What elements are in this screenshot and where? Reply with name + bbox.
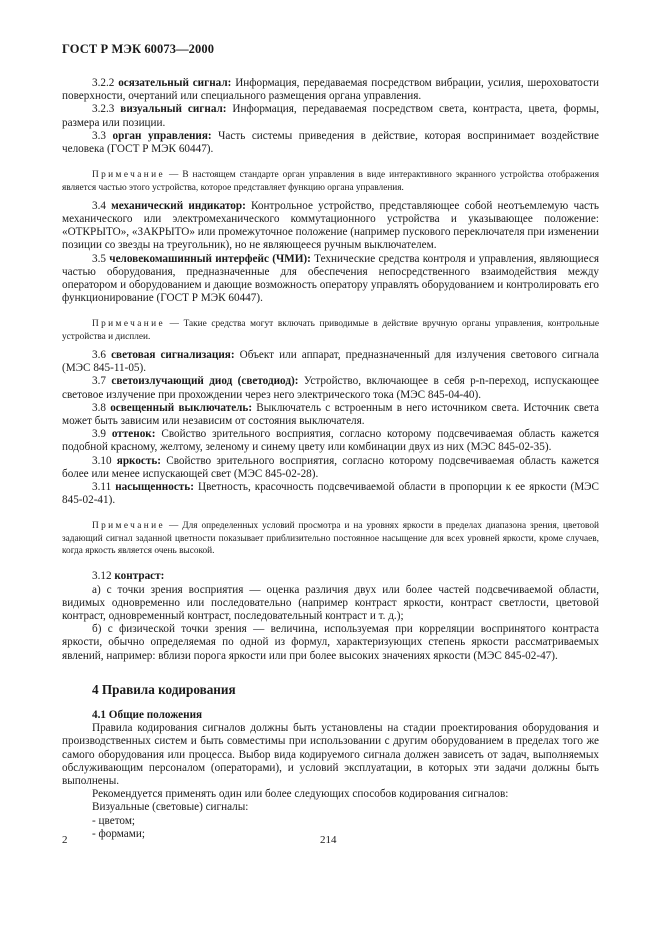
term: насыщенность: xyxy=(115,481,194,494)
term: человекомашинный интерфейс (ЧМИ): xyxy=(109,252,311,265)
item-3-6: 3.6 световая сигнализация: Объект или аппарат, предназначенный для излучения светового сигнала (МЭС 845-11-05). xyxy=(62,349,600,375)
document-header: ГОСТ Р МЭК 60073—2000 xyxy=(62,42,215,56)
term: орган управления: xyxy=(112,129,212,142)
item-3-5: 3.5 человекомашинный интерфейс (ЧМИ): Технические средства контроля и управления, являющиеся частью оборудования, предназначенные для обеспечения непосредственного взаимодействия между оператором и оборудованием и дающие возможность оператору управлять оборудованием и контролировать его функционирование (ГОСТ Р МЭК 60447). xyxy=(62,252,599,305)
term: визуальный сигнал: xyxy=(120,103,227,116)
term: механический индикатор: xyxy=(111,199,246,212)
item-3-3: 3.3 орган управления: Часть системы приведения в действие, которая воспринимает воздействие человека (ГОСТ Р МЭК 60447). xyxy=(62,129,599,156)
item-3-12-a: а) с точки зрения восприятия — оценка различия двух или более частей подсвечиваемой области, видимых одновременно или последовательно (например контраст яркости, контраст светлости, цветовой контраст, одновременный контраст, последовательный контраст и т. д.); xyxy=(62,583,599,622)
item-3-7: 3.7 светоизлучающий диод (светодиод): Устройство, включающее в себя p-n-переход, испускающее световое излучение при прохождении через него электрического тока (МЭС 845-04-40). xyxy=(62,375,600,401)
item-3-12-b: б) с физической точки зрения — величина, используемая при корреляции воспринятого контраста яркости, обычно определяемая по одной из формул, характеризующих степень яркости рассматриваемых явлений, например: вблизи порога яркости или при более высоких значениях яркости (МЭС 845-02-47). xyxy=(62,623,599,662)
item-3-8: 3.8 освещенный выключатель: Выключатель с встроенным в него источником света. Источник света может быть зависим или независим от состояния выключателя. xyxy=(62,401,600,428)
page-number-left: 2 xyxy=(62,834,68,846)
note-3: Примечание — Для определенных условий просмотра и на уровнях яркости в пределах диапазона зрения, цветовой задающий сигнал заданной цветности показывает приблизительно постоянное насыщение для всех уровней яркости, кроме случаев, когда яркость является очень высокой. xyxy=(62,521,599,557)
note-2: Примечание — Такие средства могут включать приводимые в действие вручную органы управления, контрольные устройства и дисплеи. xyxy=(62,319,599,342)
item-3-4: 3.4 механический индикатор: Контрольное устройство, представляющее собой неотъемлемую часть механического или электромеханического коммутационного устройства и указывающее положение: «ОТКРЫТО», «ЗАКРЫТО» или промежуточное положение (например пускового переключателя при изменении позиции со звезды на треугольник), но не являющееся ручным выключателем. xyxy=(62,199,599,252)
subsection-title: 4.1 Общие положения xyxy=(92,708,203,721)
item-3-2-3: 3.2.3 визуальный сигнал: Информация, передаваемая посредством света, контраста, цвета, формы, размера или позиции. xyxy=(62,103,600,129)
item-3-10: 3.10 яркость: Свойство зрительного восприятия, согласно которому подсвечиваемая область кажется более или менее испускающей свет (МЭС 845-02-28). xyxy=(62,454,600,480)
list-item: - цветом; xyxy=(92,814,136,827)
paragraph: Правила кодирования сигналов должны быть установлены на стадии проектирования оборудования и производственных систем и быть совместимы при использовании с другим оборудованием в пределах того же самого оборудования или процесса. Выбор вида кодируемого сигнала должен зависеть от задач, выполняемых обслуживающим персоналом (операторами), и условий эксплуатации, в которых эти задачи должны быть выполнены. xyxy=(62,722,599,787)
term: яркость: xyxy=(116,454,162,467)
term: осязательный сигнал: xyxy=(118,77,232,89)
paragraph: Рекомендуется применять один или более следующих способов кодирования сигналов: xyxy=(92,788,509,801)
section-title: 4 Правила кодирования xyxy=(92,681,236,697)
paragraph: Визуальные (световые) сигналы: xyxy=(92,801,249,814)
item-3-11: 3.11 насыщенность: Цветность, красочность подсвечиваемой области в пропорции к ее яркости (МЭС 845-02-41). xyxy=(62,481,600,507)
term: световая сигнализация: xyxy=(111,349,235,362)
item-3-12: 3.12 контраст: xyxy=(92,570,165,583)
page-number-center: 214 xyxy=(320,834,337,846)
term: освещенный выключатель: xyxy=(110,401,253,414)
term: контраст: xyxy=(114,570,165,583)
list-item: - формами; xyxy=(92,827,145,840)
note-1: Примечание — В настоящем стандарте орган управления в виде интерактивного экранного устройства отображения является частью этого устройства, которое представляет функцию органа управления. xyxy=(62,170,599,193)
document-body xyxy=(62,77,599,841)
item-3-2-2: 3.2.2 осязательный сигнал: Информация, передаваемая посредством вибрации, усилия, шероховатости поверхности, очертаний или специального размещения органа управления. xyxy=(62,77,600,103)
term: оттенок: xyxy=(111,428,156,441)
term: светоизлучающий диод (светодиод): xyxy=(111,375,299,388)
item-3-9: 3.9 оттенок: Свойство зрительного восприятия, согласно которому подсвечиваемая область кажется подобной красному, желтому, зеленому и синему цвету или комбинации двух из них (МЭС 845-02-35). xyxy=(62,428,599,454)
